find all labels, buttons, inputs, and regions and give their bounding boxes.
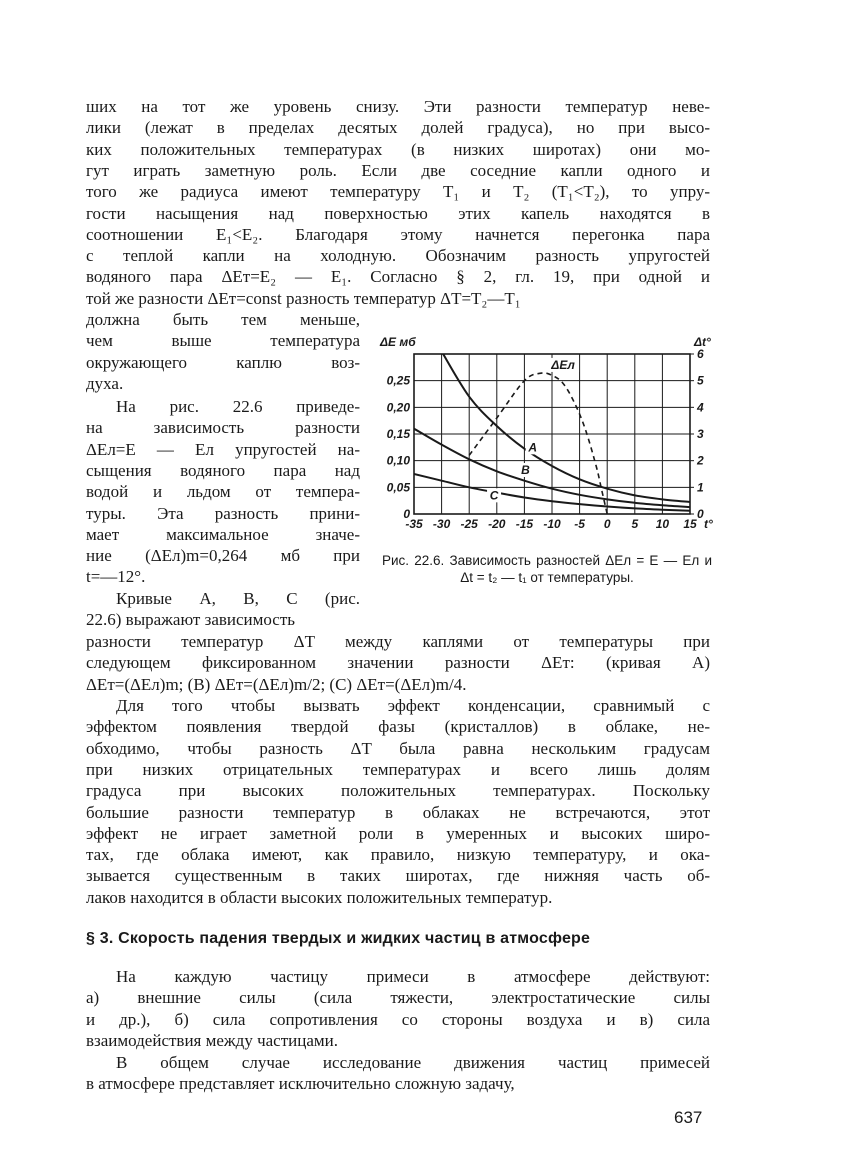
y-left-tick-label: 0,05: [386, 480, 410, 495]
y-left-tick-label: 0,15: [386, 427, 410, 441]
section-heading: § 3. Скорость падения твердых и жидких частиц в атмосфере: [86, 930, 591, 947]
y-right-axis-title: Δt°: [694, 335, 711, 349]
text-line: тах, где облака имеют, как правило, низкую температуру, и ока-: [86, 845, 710, 865]
text-line: 22.6) выражают зависимость: [86, 610, 296, 630]
text-line: ΔEт=(ΔEл)m; (B) ΔEт=(ΔEл)m/2; (C) ΔEт=(ΔEл)m/4.: [86, 674, 467, 694]
x-tick-label: 10: [655, 517, 670, 531]
y-right-tick-label: 6: [697, 347, 704, 361]
x-tick-label: -30: [432, 517, 451, 531]
text-line: сыщения водяного пара над: [86, 460, 360, 480]
y-right-tick-label: 5: [697, 373, 704, 388]
text-line: гости насыщения над поверхностью этих капель находятся в: [86, 203, 710, 223]
text-line: водой и льдом от темпера-: [86, 482, 360, 502]
x-tick-label: -35: [405, 517, 423, 531]
text-line: лаков находится в области высоких положительных температур.: [86, 887, 553, 907]
x-tick-label: -25: [460, 517, 478, 531]
text-line: На рис. 22.6 приведе-: [116, 397, 360, 416]
y-left-tick-label: 0,10: [386, 453, 410, 468]
y-left-axis-title: ΔE мб: [380, 335, 416, 349]
text-line: Кривые A, B, C (рис.: [116, 589, 360, 608]
y-right-tick-label: 3: [697, 427, 704, 441]
x-tick-label: 0: [603, 517, 611, 531]
text-line: обходимо, чтобы разность ΔT была равна нескольким градусам: [86, 738, 710, 758]
text-line: эффектом появления твердой фазы (кристаллов) в облаке, не-: [86, 717, 710, 737]
text-line: эффект не играет заметной роли в умеренных и высоких широ-: [86, 823, 710, 843]
text-line: той же разности ΔEт=const разность температур ΔT=T₂—T₁: [86, 288, 521, 308]
figure-caption: Рис. 22.6. Зависимость разностей ΔEл = E — Eл и Δt = t₂ — t₁ от температуры.: [382, 553, 712, 585]
text-line: на зависимость разности: [86, 418, 360, 438]
figure-22-6-chart: [372, 330, 722, 540]
text-line: На каждую частицу примеси в атмосфере действуют:: [116, 967, 710, 986]
text-line: разности температур ΔT между каплями от температуры при: [86, 632, 710, 651]
text-line: мает максимальное значе-: [86, 524, 360, 544]
series-label: A: [528, 440, 538, 455]
text-line: следующем фиксированном значении разности ΔEт: (кривая A): [86, 653, 710, 673]
text-line: туры. Эта разность прини-: [86, 503, 360, 523]
x-tick-label: -5: [574, 517, 585, 531]
text-line: соотношении E₁<E₂. Благодаря этому начнется перегонка пара: [86, 224, 710, 244]
text-line: t=—12°.: [86, 567, 146, 587]
x-tick-label: 5: [631, 517, 639, 531]
page-number: 637: [674, 1108, 703, 1127]
y-right-tick-label: 1: [697, 480, 704, 495]
y-right-tick-label: 2: [697, 453, 704, 468]
text-line: в атмосфере представляет исключительно сложную задачу,: [86, 1074, 515, 1094]
text-line: с теплой капли на холодную. Обозначим разность упругостей: [86, 246, 710, 266]
y-left-tick-label: 0: [403, 507, 410, 521]
text-line: того же радиуса имеют температуру T₁ и T₂ (T₁<T₂), то упру-: [86, 182, 710, 202]
y-right-tick-label: 0: [697, 507, 704, 521]
text-line: водяного пара ΔEт=E₂ — E₁. Согласно § 2, гл. 19, при одной и: [86, 267, 710, 287]
x-tick-label: -10: [543, 517, 561, 531]
y-left-tick-label: 0,20: [386, 400, 410, 415]
x-tick-label: 15: [683, 517, 697, 531]
text-line: Для того чтобы вызвать эффект конденсации, сравнимый с: [116, 696, 710, 715]
y-right-tick-label: 4: [697, 400, 704, 415]
text-line: В общем случае исследование движения частиц примесей: [116, 1053, 710, 1072]
text-line: гут играть заметную роль. Если две соседние капли одного и: [86, 160, 710, 180]
text-line: лики (лежат в пределах десятых долей градуса), но при высо-: [86, 118, 710, 138]
text-line: градуса при высоких положительных температурах. Поскольку: [86, 781, 710, 801]
series-line-a: [442, 351, 690, 502]
text-line: окружающего каплю воз-: [86, 352, 360, 372]
text-line: и др.), б) сила сопротивления со стороны воздуха и в) сила: [86, 1009, 710, 1029]
series-label: ΔEл: [551, 357, 575, 372]
x-tick-label: -15: [515, 517, 534, 531]
text-line: ших на тот же уровень снизу. Эти разности температур неве-: [86, 97, 710, 116]
x-tick-label: -20: [488, 517, 506, 531]
text-line: должна быть тем меньше,: [86, 310, 360, 329]
text-line: при низких отрицательных температурах и всего лишь долям: [86, 759, 710, 779]
text-line: ких положительных температурах (в низких широтах) они мо-: [86, 139, 710, 159]
text-line: зывается существенным в таких широтах, где нижняя часть об-: [86, 866, 710, 886]
text-line: большие разности температур в облаках не встречаются, этот: [86, 802, 710, 822]
text-line: духа.: [86, 373, 124, 393]
text-line: взаимодействия между частицами.: [86, 1030, 338, 1050]
text-line: а) внешние силы (сила тяжести, электростатические силы: [86, 988, 710, 1008]
series-label: B: [521, 463, 530, 477]
series-label: C: [489, 488, 499, 503]
text-line: ние (ΔEл)m=0,264 мб при: [86, 546, 360, 566]
y-left-tick-label: 0,25: [386, 373, 410, 388]
text-line: ΔEл=E — Eл упругостей на-: [86, 439, 360, 459]
text-line: чем выше температура: [86, 331, 360, 351]
x-axis-title: t°: [704, 517, 713, 531]
